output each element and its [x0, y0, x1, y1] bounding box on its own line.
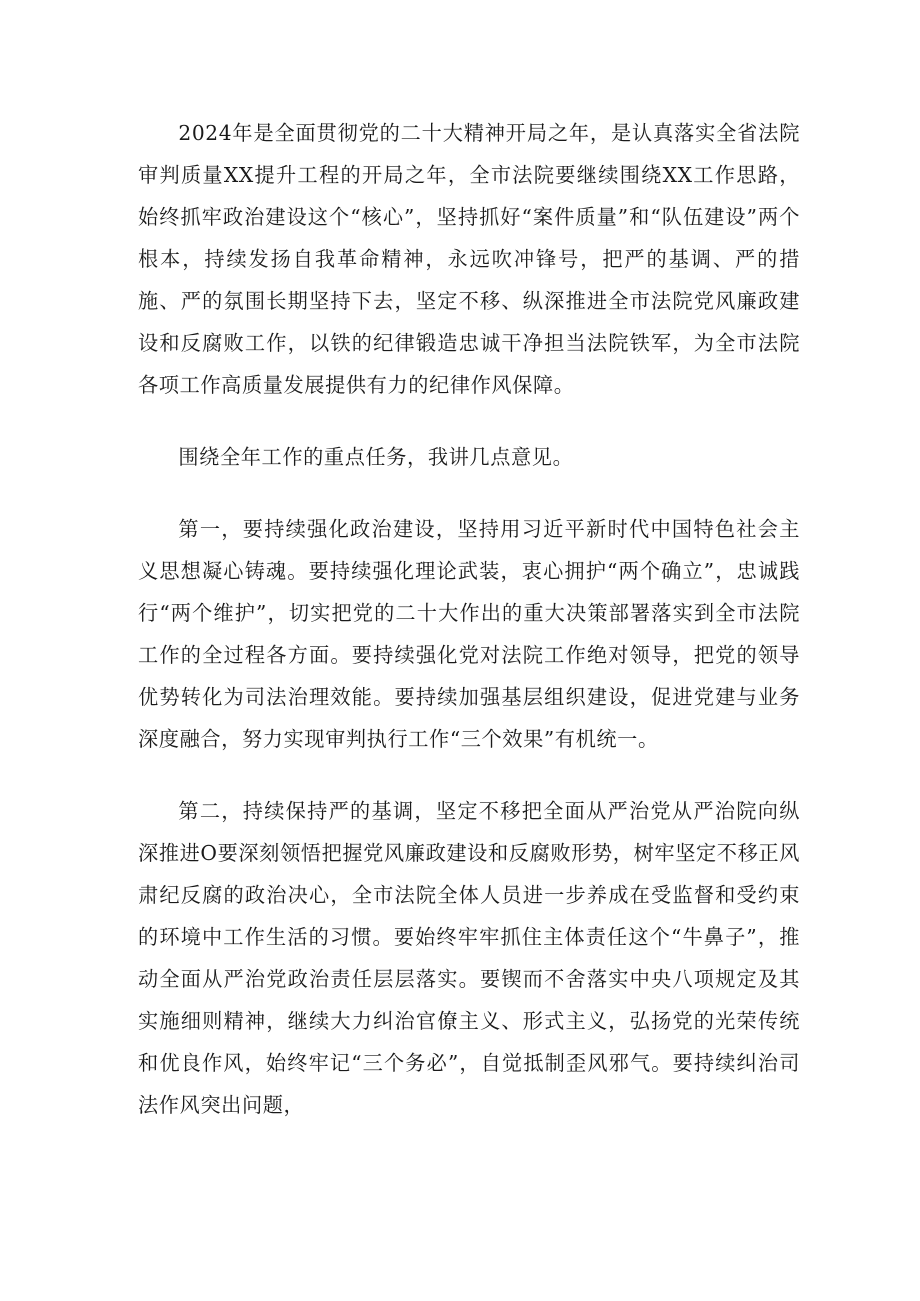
- paragraph-point-one: 第一，要持续强化政治建设，坚持用习近平新时代中国特色社会主义思想凝心铸魂。要持续强化理论武装，衷心拥护“两个确立”，忠诚践行“两个维护”，切实把党的二十大作出的重大决策部署落实到全市法院工作的全过程各方面。要持续强化党对法院工作绝对领导，把党的领导优势转化为司法治理效能。要持续加强基层组织建设，促进党建与业务深度融合，努力实现审判执行工作“三个效果”有机统一。: [138, 517, 800, 751]
- document-body: [138, 112, 800, 1126]
- paragraph-point-two: 第二，持续保持严的基调，坚定不移把全面从严治党从严治院向纵深推进O要深刻领悟把握党风廉政建设和反腐败形势，树牢坚定不移正风肃纪反腐的政治决心，全市法院全体人员进一步养成在受监督和受约束的环境中工作生活的习惯。要始终牢牢抓住主体责任这个“牛鼻子”，推动全面从严治党政治责任层层落实。要锲而不舍落实中央八项规定及其实施细则精神，继续大力纠治官僚主义、形式主义，弘扬党的光荣传统和优良作风，始终牢记“三个务必”，自觉抵制歪风邪气。要持续纠治司法作风突出问题，: [138, 799, 800, 1117]
- paragraph-transition: 围绕全年工作的重点任务，我讲几点意见。: [178, 445, 574, 469]
- paragraph-intro: 2024年是全面贯彻党的二十大精神开局之年，是认真落实全省法院审判质量XX提升工程的开局之年，全市法院要继续围绕XX工作思路，始终抓牢政治建设这个“核心”，坚持抓好“案件质量”和“队伍建设”两个根本，持续发扬自我革命精神，永远吹冲锋号，把严的基调、严的措施、严的氛围长期坚持下去，坚定不移、纵深推进全市法院党风廉政建设和反腐败工作，以铁的纪律锻造忠诚干净担当法院铁军，为全市法院各项工作高质量发展提供有力的纪律作风保障。: [138, 121, 800, 397]
